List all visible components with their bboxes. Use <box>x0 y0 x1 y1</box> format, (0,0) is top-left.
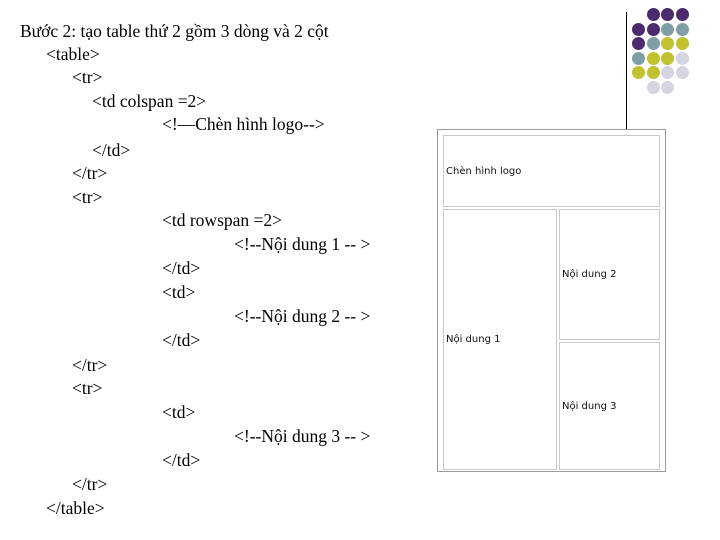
decorative-dot <box>676 37 689 50</box>
code-line: </td> <box>162 450 201 470</box>
code-line: <!--Nội dung 1 -- > <box>234 234 371 254</box>
decorative-dot <box>661 81 674 94</box>
decorative-dot <box>676 23 689 36</box>
divider-line <box>626 12 627 130</box>
decorative-dot <box>661 23 674 36</box>
code-line: <!--Nội dung 3 -- > <box>234 426 371 446</box>
decorative-dot <box>661 8 674 21</box>
decorative-dot <box>647 66 660 79</box>
code-line: <!—Chèn hình logo--> <box>162 114 325 134</box>
decorative-dot <box>676 52 689 65</box>
decorative-dot <box>647 23 660 36</box>
code-line: <td colspan =2> <box>92 91 207 111</box>
code-line: </tr> <box>72 163 108 183</box>
decorative-dot <box>676 8 689 21</box>
code-line: </tr> <box>72 355 108 375</box>
decorative-dot <box>647 81 660 94</box>
code-line: </td> <box>92 140 131 160</box>
table-preview <box>437 129 666 472</box>
code-line: <td rowspan =2> <box>162 210 283 230</box>
code-line: <td> <box>162 402 196 422</box>
code-line: </td> <box>162 258 201 278</box>
logo-cell: Chèn hình logo <box>443 135 660 207</box>
decorative-dot <box>661 66 674 79</box>
decorative-dot <box>632 52 645 65</box>
code-line: <table> <box>46 44 100 64</box>
content1-cell: Nội dung 1 <box>443 209 557 470</box>
content3-cell: Nội dung 3 <box>559 342 660 470</box>
decorative-dot <box>632 37 645 50</box>
decorative-dot <box>647 37 660 50</box>
preview-table <box>441 133 662 472</box>
code-line: </table> <box>46 498 105 518</box>
code-line: <!--Nội dung 2 -- > <box>234 306 371 326</box>
decorative-dot <box>661 37 674 50</box>
step-heading: Bước 2: tạo table thứ 2 gồm 3 dòng và 2 cột <box>20 21 329 41</box>
code-line: <tr> <box>72 67 103 87</box>
decorative-dot <box>632 23 645 36</box>
code-line: <tr> <box>72 187 103 207</box>
code-line: <tr> <box>72 378 103 398</box>
decorative-dot <box>647 52 660 65</box>
content2-cell: Nội dung 2 <box>559 209 660 340</box>
code-line: </td> <box>162 330 201 350</box>
decorative-dot <box>647 8 660 21</box>
decorative-dot <box>661 52 674 65</box>
code-line: </tr> <box>72 474 108 494</box>
decorative-dot <box>632 66 645 79</box>
code-line: <td> <box>162 282 196 302</box>
decorative-dot <box>676 66 689 79</box>
